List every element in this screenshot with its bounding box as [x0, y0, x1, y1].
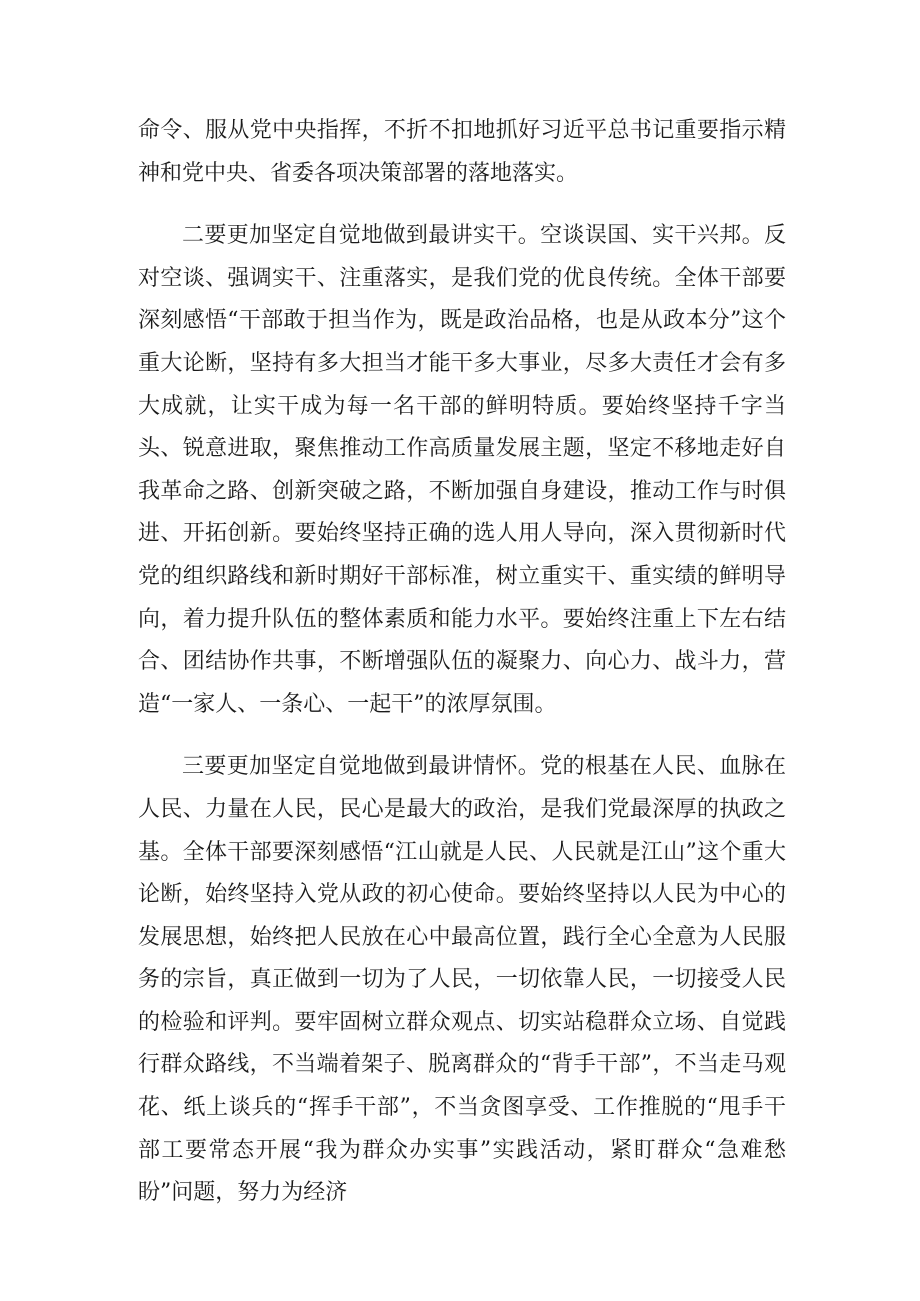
paragraph-3: 三要更加坚定自觉地做到最讲情怀。党的根基在人民、血脉在人民、力量在人民，民心是最大的政治，是我们党最深厚的执政之基。全体干部要深刻感悟“江山就是人民、人民就是江山”这个重大论断，始终坚持入党从政的初心使命。要始终坚持以人民为中心的发展思想，始终把人民放在心中最高位置，践行全心全意为人民服务的宗旨，真正做到一切为了人民，一切依靠人民，一切接受人民的检验和评判。要牢固树立群众观点、切实站稳群众立场、自觉践行群众路线，不当端着架子、脱离群众的“背手干部”，不当走马观花、纸上谈兵的“挥手干部”，不当贪图享受、工作推脱的“甩手干部工要常态开展“我为群众办实事”实践活动，紧盯群众“急难愁盼”问题，努力为经济 [138, 754, 786, 1206]
document-body [138, 110, 786, 1215]
paragraph-1: 命令、服从党中央指挥，不折不扣地抓好习近平总书记重要指示精神和党中央、省委各项决策部署的落地落实。 [138, 118, 786, 186]
paragraph-2: 二要更加坚定自觉地做到最讲实干。空谈误国、实干兴邦。反对空谈、强调实干、注重落实，是我们党的优良传统。全体干部要深刻感悟“干部敢于担当作为，既是政治品格，也是从政本分”这个重大论断，坚持有多大担当才能干多大事业，尽多大责任才会有多大成就，让实干成为每一名干部的鲜明特质。要始终坚持千字当头、锐意进取，聚焦推动工作高质量发展主题，坚定不移地走好自我革命之路、创新突破之路，不断加强自身建设，推动工作与时俱进、开拓创新。要始终坚持正确的选人用人导向，深入贯彻新时代党的组织路线和新时期好干部标准，树立重实干、重实绩的鲜明导向，着力提升队伍的整体素质和能力水平。要始终注重上下左右结合、团结协作共事，不断增强队伍的凝聚力、向心力、战斗力，营造“一家人、一条心、一起干”的浓厚氛围。 [138, 223, 786, 717]
